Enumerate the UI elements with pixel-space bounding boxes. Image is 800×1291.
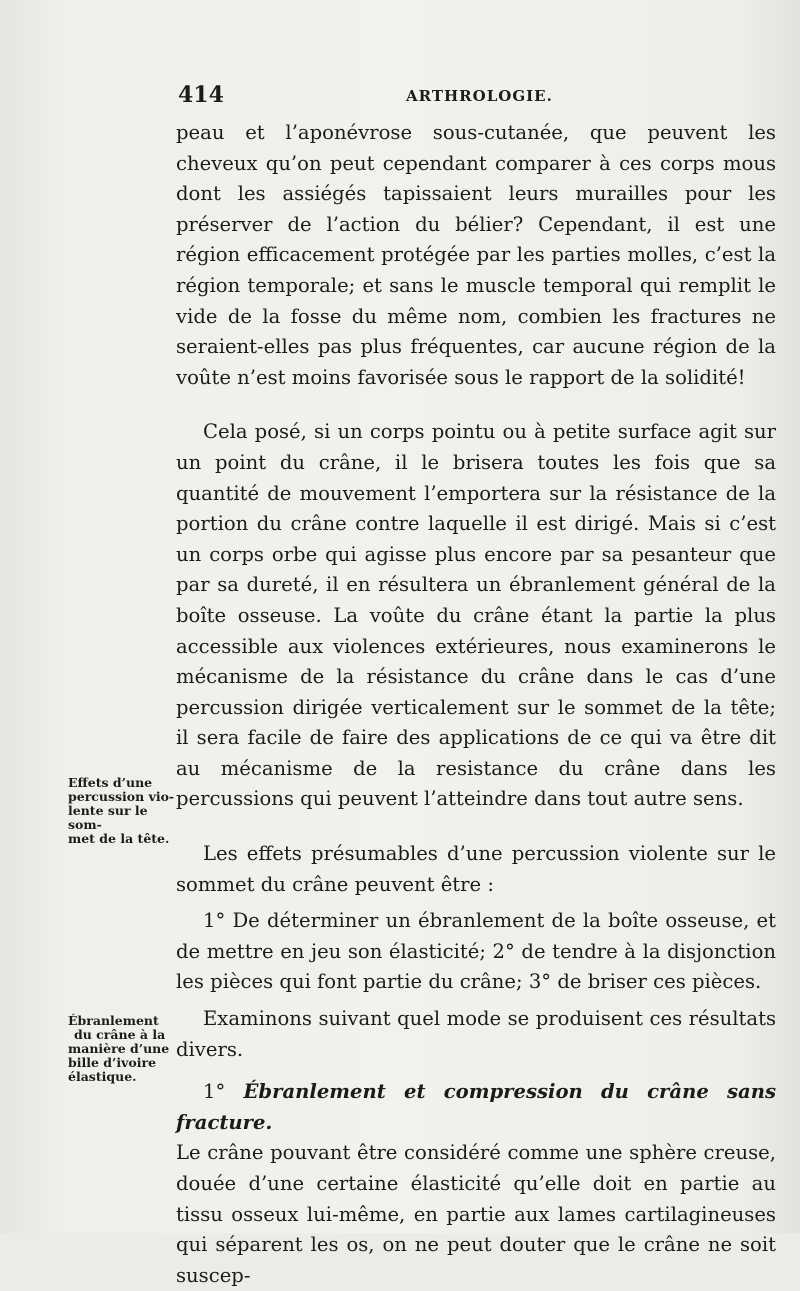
margin-note-line: percussion vio- bbox=[68, 789, 175, 804]
paragraph-5: Examinons suivant quel mode se produisent ces résultats divers. bbox=[176, 1007, 776, 1061]
margin-note-line: Effets d’une bbox=[68, 775, 153, 790]
section-heading-number: 1° bbox=[203, 1080, 226, 1104]
page-number: 414 bbox=[178, 82, 224, 108]
margin-note-line: bille d’ivoire bbox=[68, 1055, 157, 1070]
running-head: ARTHROLOGIE. bbox=[406, 87, 553, 105]
page-header bbox=[178, 82, 778, 116]
paragraph-4: 1° De déterminer un ébranlement de la boîte osseuse, et de mettre en jeu son élasticité; 2° de tendre à la disjonction les pièces qui font partie du crâne; 3° de briser ces pièces. bbox=[176, 909, 776, 994]
margin-note-line: du crâne à la bbox=[74, 1027, 166, 1042]
margin-note-line: lente sur le som- bbox=[68, 803, 148, 832]
margin-note-line: met de la tête. bbox=[68, 831, 170, 846]
section-heading bbox=[176, 1077, 776, 1138]
paragraph-2: Cela posé, si un corps pointu ou à petite surface agit sur un point du crâne, il le brisera toutes les fois que sa quantité de mouvement l’emportera sur la résistance de la portion du crâne contre laquelle il est dirigé. Mais si c’est un corps orbe qui agisse plus encore par sa pesanteur que par sa dureté, il en résultera un ébranlement général de la boîte osseuse. La voûte du crâne étant la partie la plus accessible aux violences extérieures, nous examinerons le mécanisme de la résistance du crâne dans le cas d’une percussion dirigée verticalement sur le sommet de la tête; il sera facile de faire des applications de ce qui va être dit au mécanisme de la resistance du crâne dans les percussions qui peuvent l’atteindre dans tout autre sens. bbox=[176, 420, 776, 811]
paragraph-6: Le crâne pouvant être considéré comme une sphère creuse, douée d’une certaine élasticité qu’elle doit en partie au tissu osseux lui-même, en partie aux lames cartilagineuses qui séparent les os, on ne peut douter que le crâne ne soit suscep- bbox=[176, 1141, 776, 1287]
margin-note-line: manière d’une bbox=[68, 1041, 170, 1056]
margin-note-line: Ébranlement bbox=[68, 1013, 159, 1028]
paragraph-1: peau et l’aponévrose sous-cutanée, que peuvent les cheveux qu’on peut cependant comparer à ces corps mous dont les assiégés tapissaient leurs murailles pour les préserver de l’action du bélier? Cependant, il est une région efficacement protégée par les parties molles, c’est la région temporale; et sans le muscle temporal qui remplit le vide de la fosse du même nom, combien les fractures ne seraient-elles pas plus fréquentes, car aucune région de la voûte n’est moins favorisée sous le rapport de la solidité! bbox=[176, 121, 776, 389]
paragraph-3: Les effets présumables d’une percussion violente sur le sommet du crâne peuvent être : bbox=[176, 842, 776, 896]
margin-note-effets bbox=[68, 776, 180, 846]
margin-note-line: élastique. bbox=[68, 1069, 137, 1084]
main-text bbox=[176, 118, 776, 1291]
section-heading-text: Ébranlement et compression du crâne sans fracture. bbox=[176, 1080, 776, 1134]
margin-note-ebranlement bbox=[68, 1014, 180, 1084]
